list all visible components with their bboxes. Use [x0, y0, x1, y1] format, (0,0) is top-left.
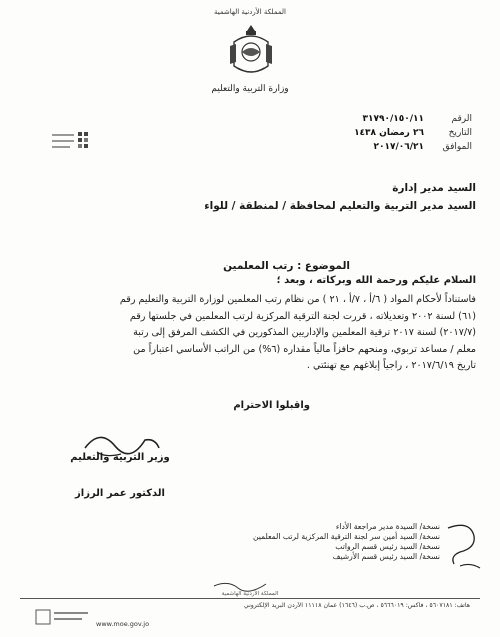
body-line-4: معلم / مساعد تربوي، ومنحهم حافزاً مالياً مقداره (٦%) من الراتب الأساسي اعتباراً من	[133, 343, 476, 355]
kingdom-header-text: المملكة الأردنية الهاشمية	[213, 8, 287, 16]
ref-number-row	[272, 114, 472, 126]
jordan-emblem-icon	[226, 22, 276, 78]
footer-logo-icon	[32, 604, 92, 630]
addressee-line-2: السيد مدير التربية والتعليم لمحافظة / لمنطقة / للواء	[204, 200, 476, 212]
cc-item: نسخة/ السيد أمين سر لجنة الترقية المركزية لرتب المعلمين	[252, 532, 440, 541]
cc-item: نسخة/ السيد رئيس قسم الأرشيف	[332, 552, 440, 561]
ref-date-row	[272, 128, 472, 140]
signatory-name: الدكتور عمر الرزاز	[75, 488, 165, 499]
ref-number-value: ٣١٧٩٠/١٥٠/١١	[362, 114, 424, 124]
ref-date-value: ٢٦ رمضان ١٤٣٨	[354, 128, 424, 138]
addressee-line-1: السيد مدير إدارة	[392, 182, 476, 194]
footer-divider	[20, 598, 480, 599]
cc-item: نسخة/ السيد رئيس قسم الرواتب	[335, 542, 440, 551]
ref-corresponding-label: الموافق	[442, 142, 472, 152]
institution-logo-icon	[48, 128, 98, 158]
closing-line: واقبلوا الاحترام	[233, 400, 310, 411]
initials-mark-icon	[210, 578, 270, 592]
greeting-line: السلام عليكم ورحمة الله وبركاته ، وبعد ؛	[276, 275, 476, 286]
letter-body	[36, 292, 476, 375]
cc-item: نسخة/ السيدة مدير مراجعة الأداء	[335, 522, 440, 531]
footer-country-text: المملكة الأردنية الهاشمية	[221, 591, 279, 597]
body-line-1: فاستناداً لأحكام المواد ( ٦/أ ، ٧/أ ، ٢١ ) من نظام رتب المعلمين لوزارة التربية والتعليم رقم	[119, 294, 476, 305]
signatory-title: وزير التربية والتعليم	[70, 452, 170, 463]
cc-list	[140, 522, 440, 562]
footer-website[interactable]: www.moe.gov.jo	[96, 620, 150, 628]
subject-line: الموضوع : رتب المعلمين	[223, 260, 350, 272]
initials-signature-icon	[440, 518, 486, 572]
ref-corresponding-row	[272, 142, 472, 154]
body-line-5: تاريخ ٢٠١٧/٦/١٩ ، راجياً إبلاغهم مع تهنئتي .	[306, 360, 476, 372]
footer-contact-text: هاتف: ٥٦٠٧١٨١ ، فاكس: ٥٦٦٦٠١٩ ، ص.ب (١٦٤٦) عمان ١١١١٨ الأردن البريد الإلكتروني	[243, 602, 470, 609]
ref-date-label: التاريخ	[448, 128, 472, 138]
ref-corresponding-value: ٢٠١٧/٠٦/٢١	[373, 142, 424, 152]
ref-number-label: الرقم	[451, 114, 472, 124]
body-line-3: (٢٠١٧/٧) لسنة ٢٠١٧ ترقية المعلمين والإداريين المذكورين في الكشف المرفق إلى رتبة	[133, 327, 476, 339]
ministry-title: وزارة التربية والتعليم	[211, 84, 289, 94]
body-line-2: (٦١) لسنة ٢٠٠٢ وتعديلاته ، قررت لجنة الترقية المركزية لرتب المعلمين في جلستها رقم	[129, 310, 476, 322]
